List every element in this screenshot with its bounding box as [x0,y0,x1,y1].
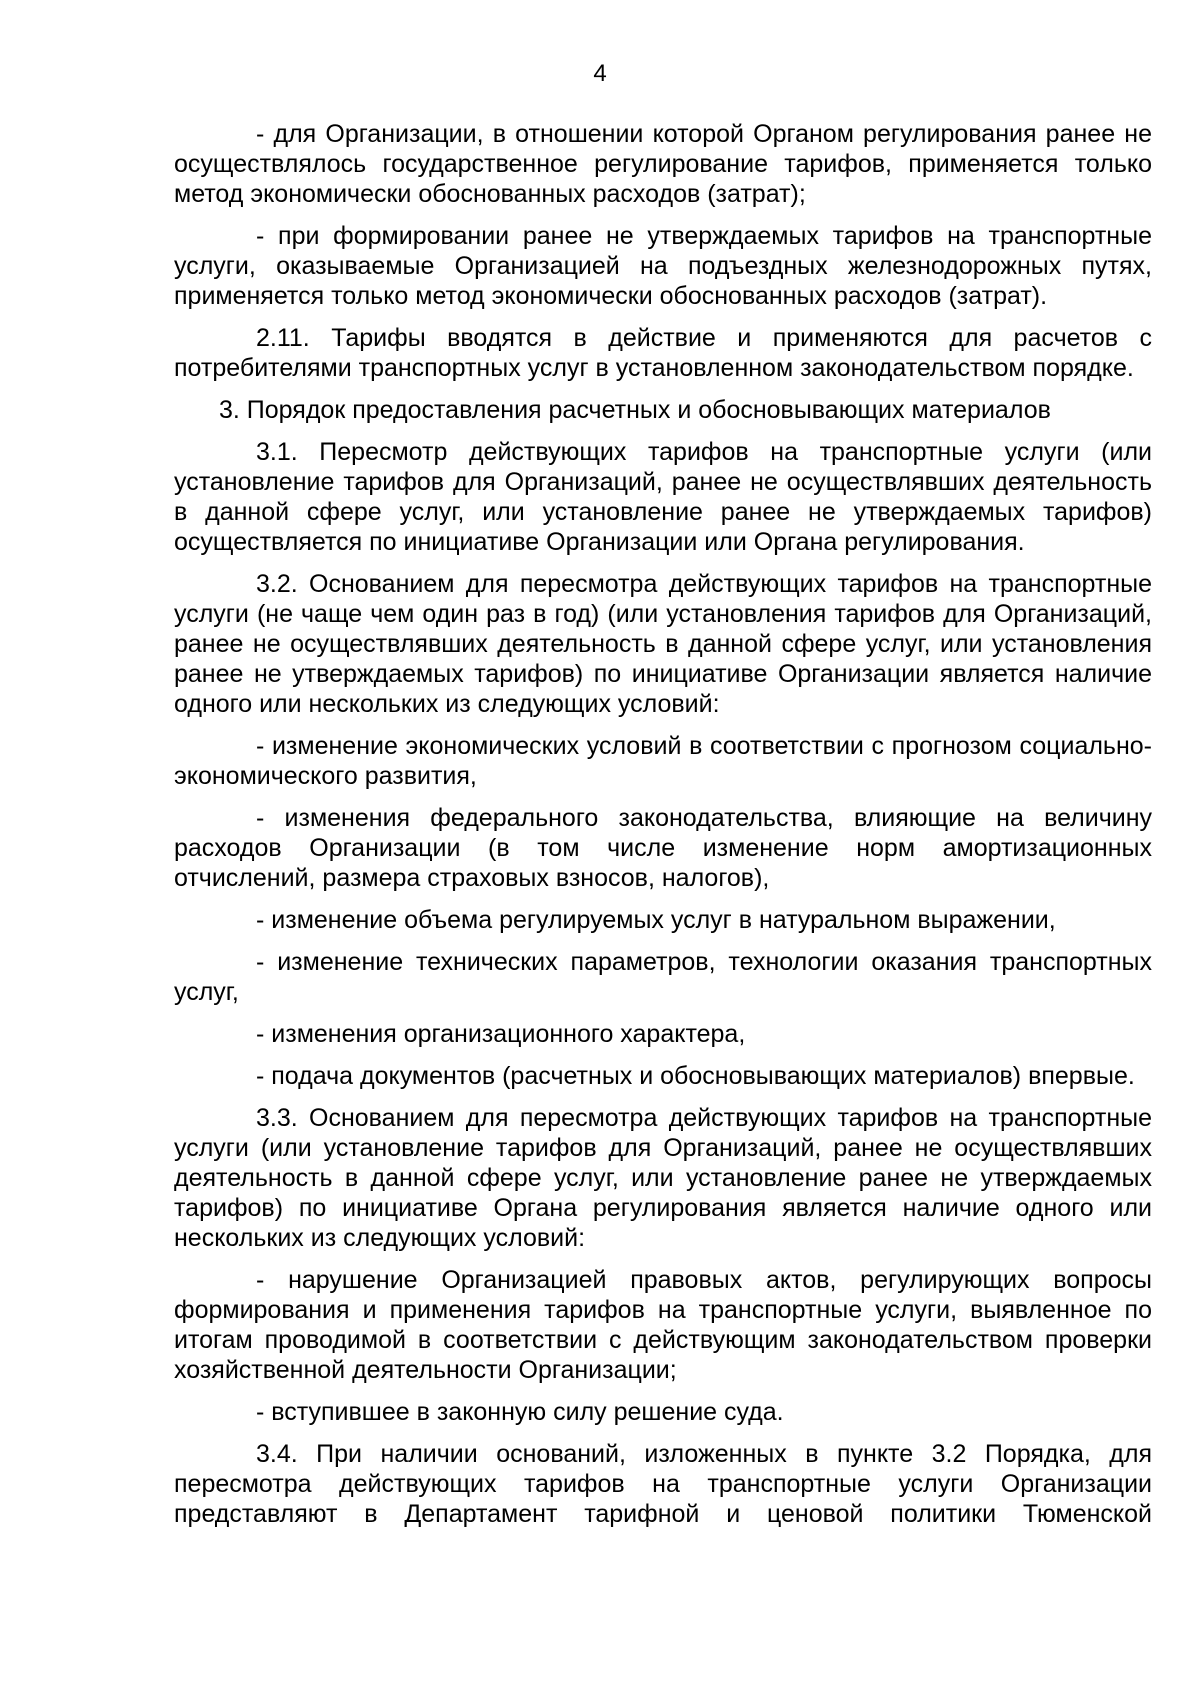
document-body [174,119,1152,1529]
paragraph-bullet-technical-parameters: - изменение технических параметров, технологии оказания транспортных услуг, [174,948,1152,1006]
paragraph-bullet-federal-law: - изменения федерального законодательства, влияющие на величину расходов Организации (в том числе изменение норм амортизационных отчислений, размера страховых взносов, налогов), [174,804,1152,892]
paragraph-bullet-service-volume: - изменение объема регулируемых услуг в натуральном выражении, [256,906,1056,934]
paragraph-bullet-organizational: - изменения организационного характера, [256,1020,746,1048]
page-number: 4 [593,60,607,87]
paragraph-bullet-economic-conditions: - изменение экономических условий в соответствии с прогнозом социально-экономического развития, [174,732,1152,790]
paragraph-bullet-new-organization: - для Организации, в отношении которой Органом регулирования ранее не осуществлялось государственное регулирование тарифов, применяется только метод экономически обоснованных расходов (затрат); [174,120,1152,208]
paragraph-2-11: 2.11. Тарифы вводятся в действие и применяются для расчетов с потребителями транспортных услуг в установленном законодательством порядке. [174,324,1152,382]
paragraph-3-2: 3.2. Основанием для пересмотра действующих тарифов на транспортные услуги (не чаще чем один раз в год) (или установления тарифов для Организаций, ранее не осуществлявших деятельность в данной сфере услуг, или установления ранее не утверждаемых тарифов) по инициативе Организации является наличие одного или нескольких из следующих условий: [174,570,1152,718]
paragraph-3-1: 3.1. Пересмотр действующих тарифов на транспортные услуги (или установление тарифов для Организаций, ранее не осуществлявших деятельность в данной сфере услуг, или установление ранее не утверждаемых тарифов) осуществляется по инициативе Организации или Органа регулирования. [174,438,1152,556]
paragraph-3-3: 3.3. Основанием для пересмотра действующих тарифов на транспортные услуги (или установление тарифов для Организаций, ранее не осуществлявших деятельность в данной сфере услуг, или установление ранее не утверждаемых тарифов) по инициативе Органа регулирования является наличие одного или нескольких из следующих условий: [174,1104,1152,1252]
paragraph-bullet-violation: - нарушение Организацией правовых актов, регулирующих вопросы формирования и применения тарифов на транспортные услуги, выявленное по итогам проводимой в соответствии с действующим законодательством проверки хозяйственной деятельности Организации; [174,1266,1152,1384]
paragraph-3-4: 3.4. При наличии оснований, изложенных в пункте 3.2 Порядка, для пересмотра действующих тарифов на транспортные услуги Организации представляют в Департамент тарифной и ценовой политики Тюменской [174,1440,1152,1528]
paragraph-bullet-new-tariffs: - при формировании ранее не утверждаемых тарифов на транспортные услуги, оказываемые Организацией на подъездных железнодорожных путях, применяется только метод экономически обоснованных расходов (затрат). [174,222,1152,310]
section-heading-3: 3. Порядок предоставления расчетных и обосновывающих материалов [219,396,1051,424]
paragraph-bullet-first-submission: - подача документов (расчетных и обосновывающих материалов) впервые. [256,1062,1135,1090]
paragraph-bullet-court-decision: - вступившее в законную силу решение суда. [256,1398,784,1426]
